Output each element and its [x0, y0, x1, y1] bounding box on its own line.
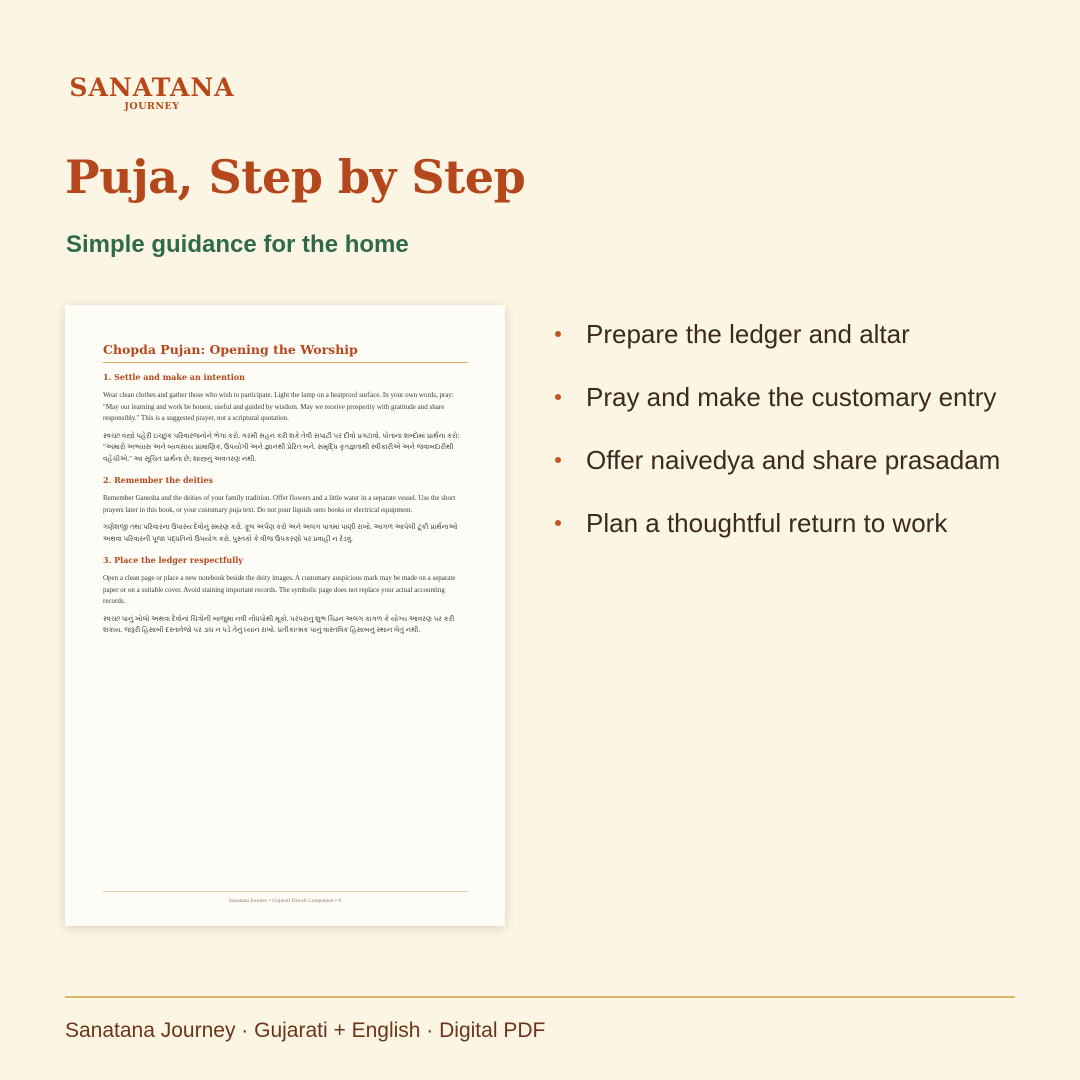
- logo-tagline: JOURNEY: [124, 101, 180, 112]
- bullet-text: Plan a thoughtful return to work: [586, 508, 948, 538]
- document-section: [103, 555, 468, 637]
- brand-logo: [67, 74, 237, 112]
- bullet-text: Pray and make the customary entry: [586, 382, 997, 412]
- section-heading: 1. Settle and make an intention: [103, 372, 245, 382]
- bullet-list: [555, 314, 1005, 566]
- document-body: [103, 372, 468, 647]
- document-footer: Sanatana Journey • Gujarati Diwali Companion • 6: [228, 898, 342, 904]
- section-english-text: Remember Ganesha and the deities of your family tradition. Offer flowers and a little water in a separate vessel. Use the short prayers later in this book, or your customary puja text. Do not pour liquids onto books or electrical equipment.: [103, 494, 456, 514]
- bullet-item: [555, 503, 1005, 543]
- bullet-text: Prepare the ledger and altar: [586, 319, 910, 349]
- document-heading-rule: [103, 362, 468, 363]
- logo-wordmark: SANATANA: [69, 73, 235, 102]
- document-section: [103, 475, 468, 545]
- section-heading: 2. Remember the deities: [103, 475, 214, 485]
- bullet-dot-icon: [555, 394, 561, 400]
- document-footer-rule: [103, 891, 468, 892]
- section-english-text: Open a clean page or place a new notebook beside the deity images. A customary auspicious mark may be made on a separate paper or on a suitable cover. Avoid staining important records. The symbolic page does not replace your actual accounting records.: [103, 574, 456, 605]
- bullet-item: [555, 314, 1005, 354]
- section-gujarati-text: સ્વચ્છ વસ્ત્રો પહેરી ઇચ્છુક પરિવારજનોને ભેગા કરો. ગરમી સહન કરી શકે તેવી સપાટી પર દીવો પ્રગટાવો. પોતાના શબ્દોમાં પ્રાર્થના કરો: "અમારો અભ્યાસ અને વ્યવસાય પ્રામાણિક, ઉપયોગી અને જ્ઞાનથી પ્રેરિત બને. સમૃદ્ધિ કૃતજ્ઞતાથી સ્વીકારીએ અને જવાબદારીથી વહેંચીએ." આ સૂચિત પ્રાર્થના છે; શાસ્ત્રનું અવતરણ નથી.: [103, 431, 460, 463]
- bullet-dot-icon: [555, 331, 561, 337]
- bullet-item: [555, 377, 1005, 417]
- document-section: [103, 372, 468, 465]
- bullet-dot-icon: [555, 457, 561, 463]
- bullet-item: [555, 440, 1005, 480]
- document-heading: Chopda Pujan: Opening the Worship: [103, 342, 358, 357]
- page-subtitle: Simple guidance for the home: [66, 231, 409, 258]
- footer-divider: [65, 996, 1015, 998]
- section-gujarati-text: સ્વચ્છ પાનું ખોલો અથવા દેવોનાં ચિત્રોની બાજુમાં નવી નોંધપોથી મૂકો. પરંપરાનું શુભ ચિહ્ન અલગ કાગળ કે યોગ્ય આવરણ પર કરી શકાય. જરૂરી હિસાબી દસ્તાવેજો પર ડાઘ ન પડે તેનું ધ્યાન રાખો. પ્રતીકાત્મક પાનું વાસ્તવિક હિસાબનું સ્થાન લેતું નથી.: [103, 614, 455, 634]
- section-english-text: Wear clean clothes and gather those who wish to participate. Light the lamp on a heatproof surface. In your own words, pray: "May our learning and work be honest, useful and guided by wisdom. May we receive prosperity with gratitude and share responsibly." This is a suggested prayer, not a scriptural quotation.: [103, 391, 454, 422]
- section-heading: 3. Place the ledger respectfully: [103, 555, 243, 565]
- section-gujarati-text: ગણેશજી તથા પરિવારના ઉપાસ્ય દેવોનું સ્મરણ કરો. ફૂલ અર્પણ કરો અને અલગ પાત્રમાં પાણી રાખો. આગળ આપેલી ટૂંકી પ્રાર્થનાઓ અથવા પરિવારની પૂજા પદ્ધતિનો ઉપયોગ કરો. પુસ્તકો કે વીજ ઉપકરણો પર પ્રવાહી ન રેડવું.: [103, 523, 458, 543]
- page-title: Puja, Step by Step: [65, 150, 526, 204]
- document-preview: [65, 305, 505, 926]
- bullet-text: Offer naivedya and share prasadam: [586, 445, 1001, 475]
- footer-caption: Sanatana Journey · Gujarati + English · Digital PDF: [65, 1019, 546, 1042]
- bullet-dot-icon: [555, 520, 561, 526]
